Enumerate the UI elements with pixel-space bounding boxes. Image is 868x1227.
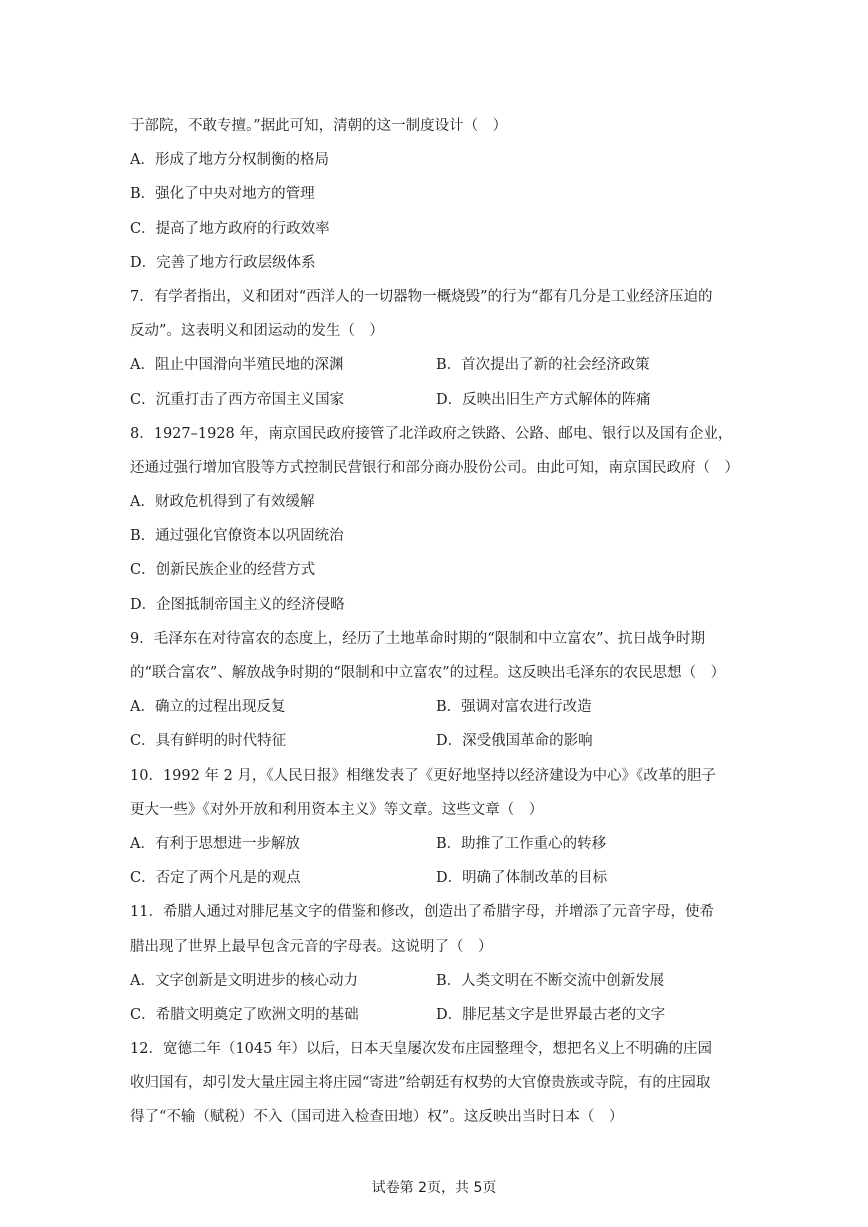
option-b: B．强化了中央对地方的管理 bbox=[130, 186, 315, 203]
option-row bbox=[130, 724, 740, 758]
option-row bbox=[130, 348, 740, 382]
option-b: B．通过强化官僚资本以巩固统治 bbox=[130, 528, 344, 545]
option-b: B．首次提出了新的社会经济政策 bbox=[436, 357, 650, 374]
question-stem: 收归国有，却引发大量庄园主将庄园“寄进”给朝廷有权势的大官僚贵族或寺院，有的庄园取 bbox=[130, 1075, 711, 1092]
question-stem: 8．1927–1928 年，南京国民政府接管了北洋政府之铁路、公路、邮电、银行以及国有企业， bbox=[130, 425, 733, 442]
option-c: C．创新民族企业的经营方式 bbox=[130, 562, 316, 579]
option-d: D．腓尼基文字是世界最古老的文字 bbox=[436, 1006, 666, 1023]
question-stem: 反动”。这表明义和团运动的发生（ ） bbox=[130, 323, 384, 340]
question-stem: 还通过强行增加官股等方式控制民营银行和部分商办股份公司。由此可知，南京国民政府（ ） bbox=[130, 459, 739, 476]
question-12 bbox=[130, 1032, 740, 1135]
option-c: C．提高了地方政府的行政效率 bbox=[130, 220, 330, 237]
question-9 bbox=[130, 622, 740, 759]
question-stem: 腊出现了世界上最早包含元音的字母表。这说明了（ ） bbox=[130, 938, 493, 955]
option-d: D．完善了地方行政层级体系 bbox=[130, 254, 316, 271]
question-stem: 的“联合富农”、解放战争时期的“限制和中立富农”的过程。这反映出毛泽东的农民思想（ ） bbox=[130, 665, 726, 681]
option-row bbox=[130, 827, 740, 861]
question-8 bbox=[130, 417, 740, 622]
option-row bbox=[130, 383, 740, 417]
question-stem: 11．希腊人通过对腓尼基文字的借鉴和修改，创造出了希腊字母，并增添了元音字母，使希 bbox=[130, 904, 714, 921]
question-list bbox=[130, 109, 740, 1135]
question-stem: 10．1992 年 2 月，《人民日报》相继发表了《更好地坚持以经济建设为中心》《改革的胆子 bbox=[130, 767, 716, 784]
question-stem: 9．毛泽东在对待富农的态度上，经历了土地革命时期的“限制和中立富农”、抗日战争时期 bbox=[130, 630, 706, 647]
option-b: B．助推了工作重心的转移 bbox=[436, 835, 607, 852]
page-footer: 试卷第 2页，共 5页 bbox=[371, 1180, 497, 1196]
option-a: A．有利于思想进一步解放 bbox=[130, 835, 300, 852]
option-row bbox=[130, 964, 740, 998]
question-7 bbox=[130, 280, 740, 417]
option-a: A．确立的过程出现反复 bbox=[130, 699, 286, 716]
option-c: C．具有鲜明的时代特征 bbox=[130, 733, 287, 750]
option-a: A．形成了地方分权制衡的格局 bbox=[130, 152, 329, 169]
option-row bbox=[130, 998, 740, 1032]
option-a: A．阻止中国滑向半殖民地的深渊 bbox=[130, 357, 344, 374]
option-c: C．希腊文明奠定了欧洲文明的基础 bbox=[130, 1006, 359, 1023]
question-stem: 得了“不输（赋税）不入（国司进入检查田地）权”。这反映出当时日本（ ） bbox=[130, 1109, 624, 1126]
option-row bbox=[130, 690, 740, 724]
question-stem: 于部院，不敢专擅。”据此可知，清朝的这一制度设计（ ） bbox=[130, 118, 508, 134]
option-a: A．财政危机得到了有效缓解 bbox=[130, 494, 315, 511]
question-stem: 更大一些》《对外开放和利用资本主义》等文章。这些文章（ ） bbox=[130, 801, 544, 818]
option-d: D．反映出旧生产方式解体的阵痛 bbox=[436, 391, 651, 408]
option-d: D．企图抵制帝国主义的经济侵略 bbox=[130, 596, 345, 613]
option-c: C．沉重打击了西方帝国主义国家 bbox=[130, 391, 345, 408]
option-c: C．否定了两个凡是的观点 bbox=[130, 870, 301, 887]
option-b: B．强调对富农进行改造 bbox=[436, 699, 592, 716]
option-b: B．人类文明在不断交流中创新发展 bbox=[436, 972, 665, 989]
option-d: D．深受俄国革命的影响 bbox=[436, 733, 593, 750]
option-a: A．文字创新是文明进步的核心动力 bbox=[130, 972, 358, 989]
question-6 bbox=[130, 109, 740, 280]
question-stem: 7．有学者指出，义和团对“西洋人的一切器物一概烧毁”的行为“都有几分是工业经济压迫的 bbox=[130, 288, 713, 305]
question-11 bbox=[130, 895, 740, 1032]
option-row bbox=[130, 861, 740, 895]
question-stem: 12．宽德二年（1045 年）以后，日本天皇屡次发布庄园整理令，想把名义上不明确的庄园 bbox=[130, 1041, 712, 1058]
question-10 bbox=[130, 759, 740, 896]
option-d: D．明确了体制改革的目标 bbox=[436, 870, 608, 887]
